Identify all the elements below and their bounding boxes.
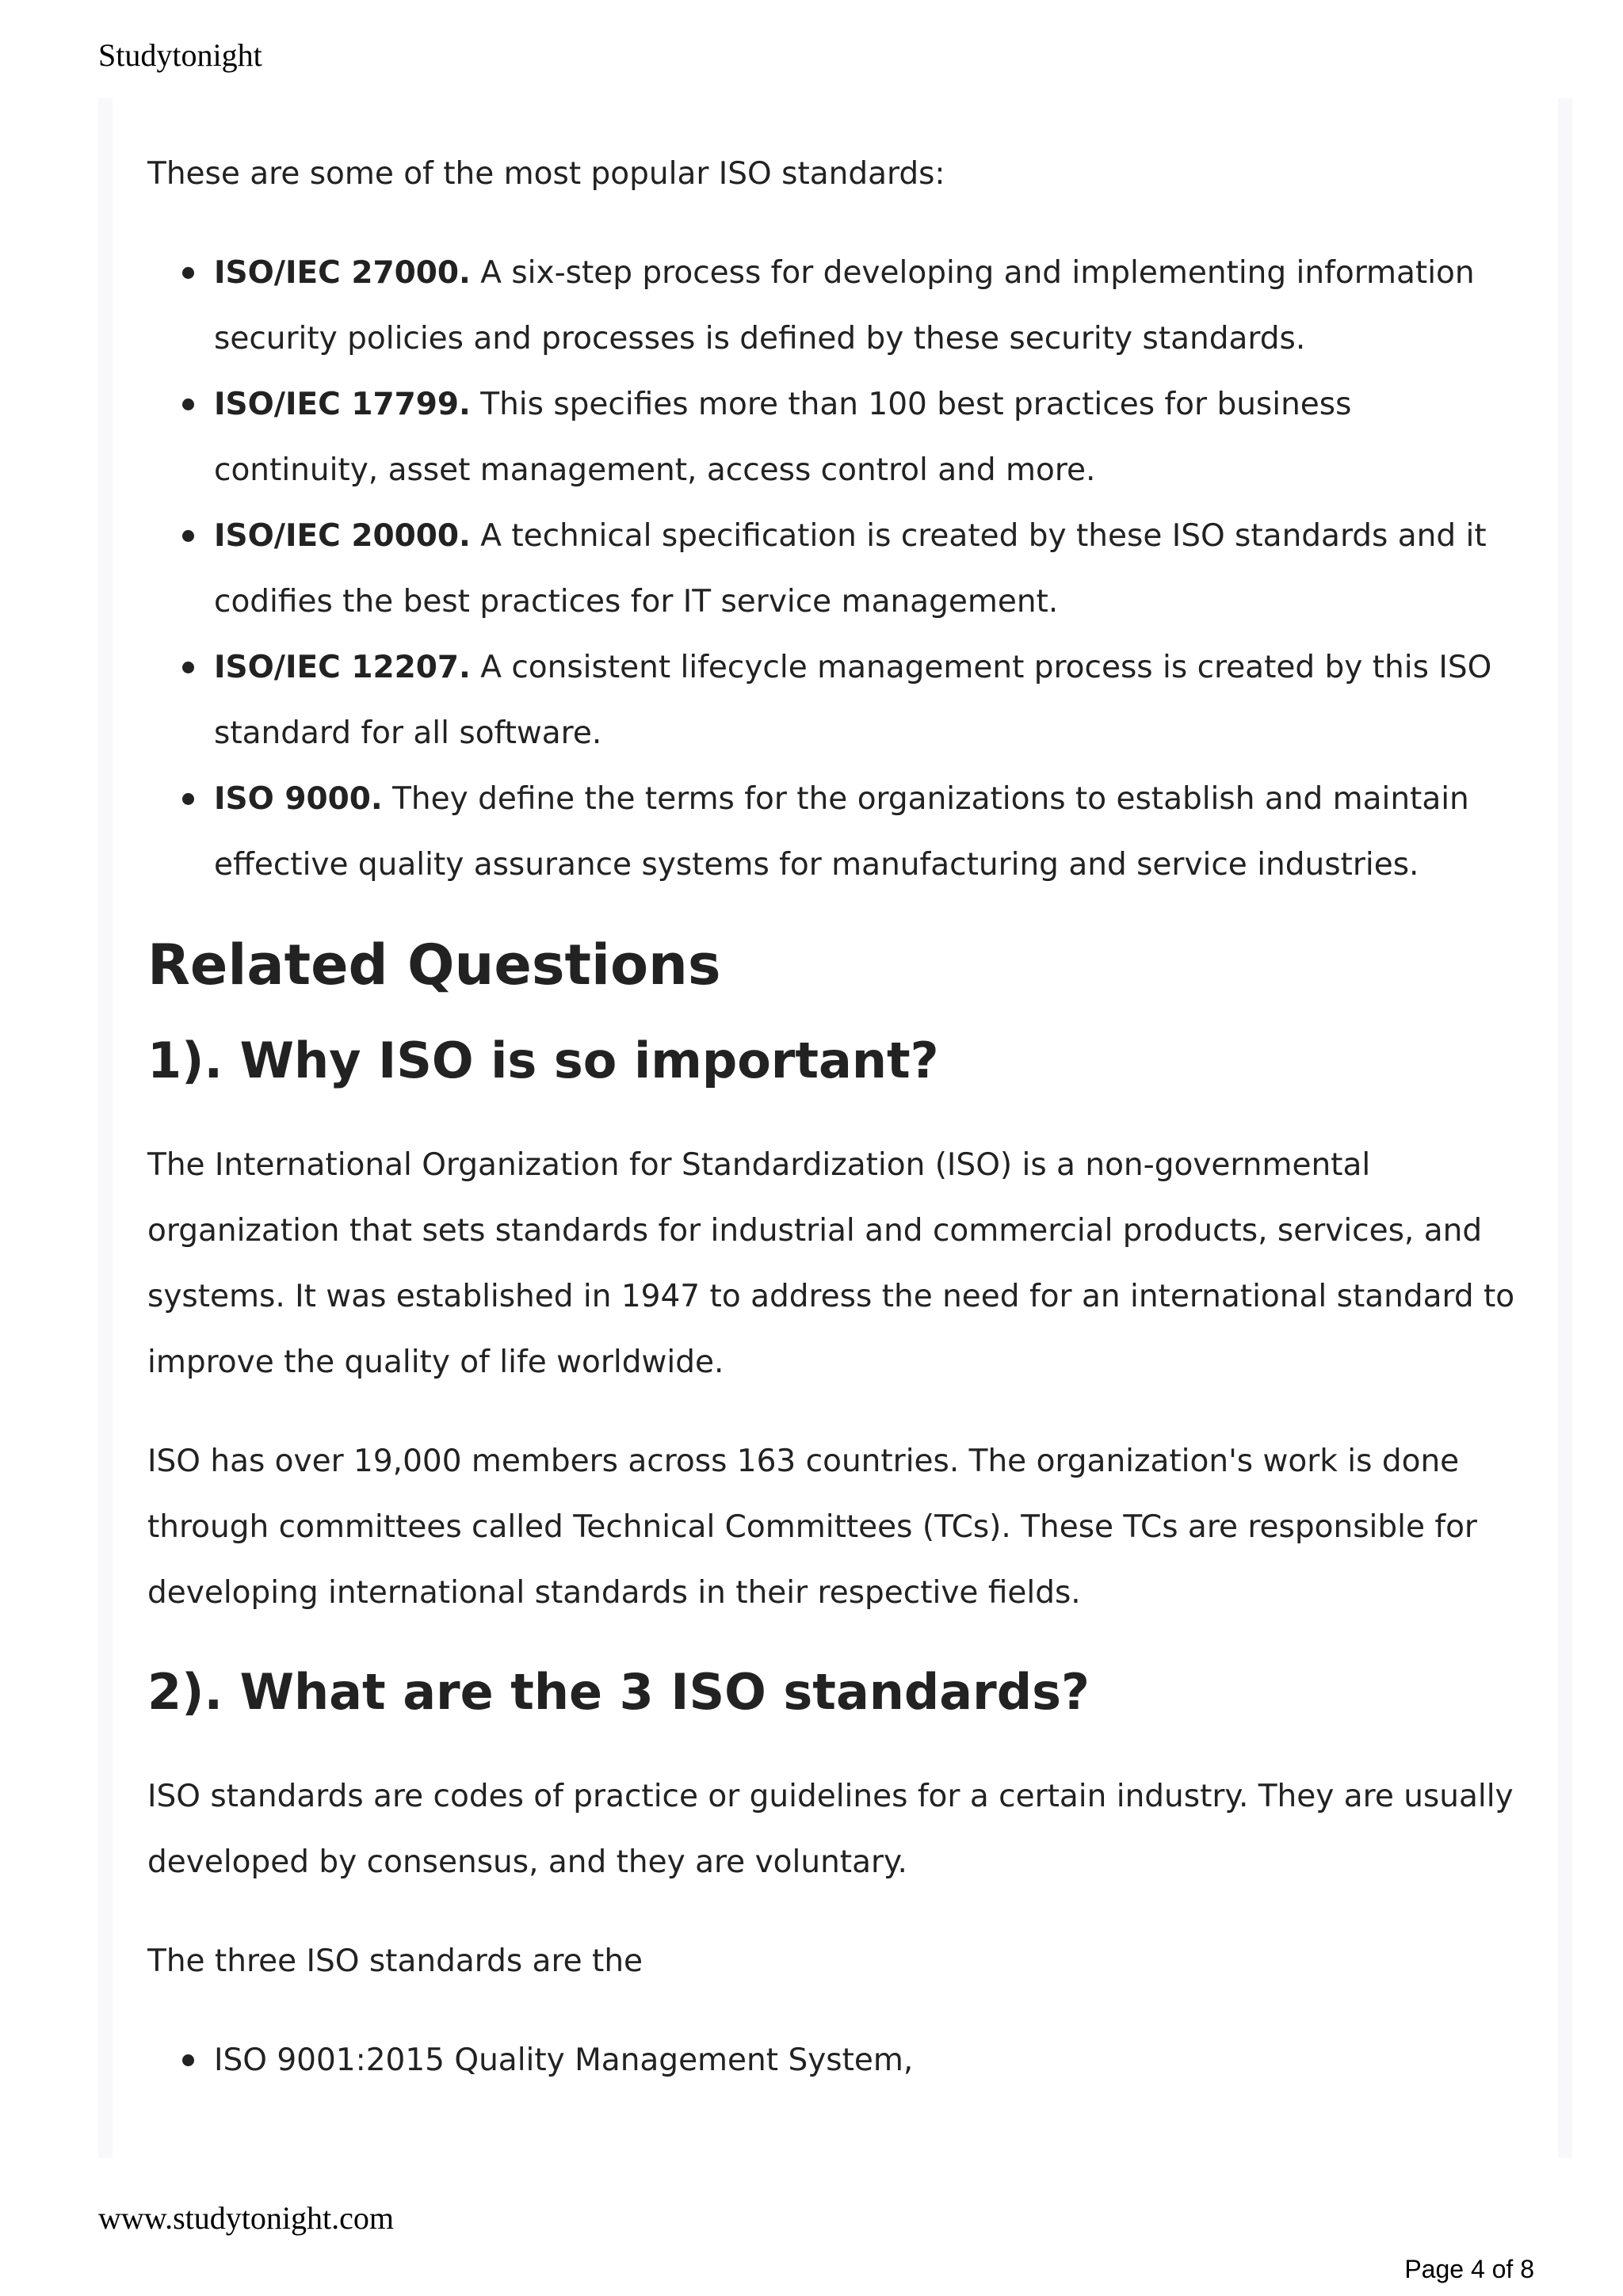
question-1-paragraph-1: The International Organization for Standardization (ISO) is a non-governmental organization that sets standards for industrial and commercial products, services, and systems. It was established in 1947 to address the need for an international standard to improve the quality of life worldwide. (147, 1147, 1515, 1380)
question-1-paragraph-2: ISO has over 19,000 members across 163 countries. The organization's work is done through committees called Technical Committees (TCs). These TCs are responsible for developing international standards in their respective fields. (147, 1444, 1477, 1611)
question-2-title: 2). What are the 3 ISO standards? (147, 1663, 1090, 1721)
list-item-text: ISO 9001:2015 Quality Management System, (214, 2042, 914, 2078)
standard-name: ISO/IEC 20000. (214, 518, 471, 554)
article-content (113, 98, 1558, 2158)
page-number: Page 4 of 8 (1404, 2255, 1534, 2283)
standard-description: A six-step process for developing and implementing information security policies and processes is defined by these security standards. (214, 255, 1475, 357)
standard-name: ISO/IEC 12207. (214, 650, 471, 685)
standard-description: A consistent lifecycle management process is created by this ISO standard for all software. (214, 650, 1492, 751)
standard-description: This specifies more than 100 best practices for business continuity, asset management, access control and more. (214, 387, 1352, 488)
bullet-icon (182, 2054, 194, 2066)
footer-url: www.studytonight.com (98, 2200, 394, 2236)
bullet-icon (182, 267, 194, 279)
question-2-paragraph-1: ISO standards are codes of practice or guidelines for a certain industry. They are usually developed by consensus, and they are voluntary. (147, 1779, 1514, 1880)
bullet-icon (182, 399, 194, 410)
bullet-icon (182, 662, 194, 673)
standard-description: A technical specification is created by these ISO standards and it codifies the best practices for IT service management. (214, 518, 1487, 620)
standard-name: ISO 9000. (214, 781, 383, 817)
list-item (214, 635, 1520, 766)
list-item (214, 372, 1520, 503)
page-header-site-name: Studytonight (98, 37, 262, 73)
bullet-icon (182, 793, 194, 805)
standard-name: ISO/IEC 27000. (214, 255, 471, 291)
bullet-icon (182, 530, 194, 542)
list-item (214, 240, 1520, 372)
related-questions-heading: Related Questions (147, 933, 721, 997)
question-2-paragraph-2: The three ISO standards are the (147, 1943, 643, 1979)
standard-name: ISO/IEC 17799. (214, 387, 471, 422)
standards-list (147, 240, 1520, 898)
list-item (214, 2027, 1520, 2093)
iso-standards-list (147, 2027, 1520, 2093)
list-item (214, 766, 1520, 898)
standard-description: They define the terms for the organizations to establish and maintain effective quality assurance systems for manufacturing and service industries. (214, 781, 1469, 883)
question-1-title: 1). Why ISO is so important? (147, 1032, 939, 1089)
intro-paragraph: These are some of the most popular ISO standards: (147, 156, 945, 192)
list-item (214, 503, 1520, 635)
content-frame (98, 98, 1572, 2158)
